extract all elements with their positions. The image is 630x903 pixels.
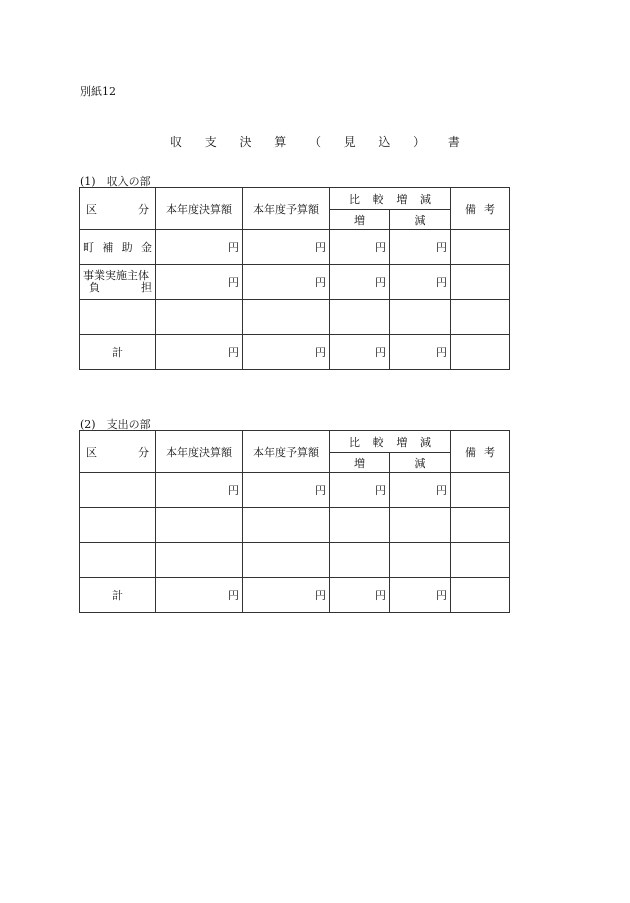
table-row	[80, 508, 510, 543]
title-char: 込	[378, 135, 391, 149]
form-number: 別紙12	[80, 85, 116, 98]
table-row	[80, 300, 510, 335]
increase-amount: 円	[330, 473, 390, 508]
title-char: 支	[204, 135, 217, 149]
remarks-cell	[451, 578, 510, 613]
income-table	[79, 187, 510, 370]
settled-amount: 円	[156, 578, 243, 613]
header-budget: 本年度予算額	[243, 431, 330, 473]
decrease-amount: 円	[390, 265, 451, 300]
header-category: 区 分	[80, 431, 156, 473]
total-label: 計	[80, 578, 156, 613]
header-decrease: 減	[390, 453, 451, 473]
row-category	[80, 473, 156, 508]
increase-amount: 円	[330, 578, 390, 613]
total-row	[80, 578, 510, 613]
title-char: ）	[413, 135, 426, 149]
header-increase: 増	[330, 210, 390, 230]
row-category: 町 補 助 金	[80, 230, 156, 265]
header-budget: 本年度予算額	[243, 188, 330, 230]
budget-amount: 円	[243, 473, 330, 508]
settled-amount: 円	[156, 230, 243, 265]
title-char: 算	[274, 135, 287, 149]
increase-amount: 円	[330, 265, 390, 300]
budget-amount: 円	[243, 335, 330, 370]
header-remarks: 備 考	[451, 431, 510, 473]
header-increase: 増	[330, 453, 390, 473]
expense-section-label: (2) 支出の部	[80, 418, 151, 431]
budget-amount: 円	[243, 578, 330, 613]
increase-amount: 円	[330, 335, 390, 370]
title-char: 決	[239, 135, 252, 149]
budget-amount: 円	[243, 265, 330, 300]
increase-amount: 円	[330, 230, 390, 265]
table-row	[80, 265, 510, 300]
total-row	[80, 335, 510, 370]
remarks-cell	[451, 265, 510, 300]
settled-amount: 円	[156, 335, 243, 370]
settled-amount: 円	[156, 473, 243, 508]
header-settled: 本年度決算額	[156, 431, 243, 473]
table-row	[80, 543, 510, 578]
title-char: （	[308, 135, 321, 149]
total-label: 計	[80, 335, 156, 370]
table-row	[80, 473, 510, 508]
income-section-label: (1) 収入の部	[80, 175, 151, 188]
header-category: 区 分	[80, 188, 156, 230]
settled-amount: 円	[156, 265, 243, 300]
title-char: 見	[343, 135, 356, 149]
budget-amount: 円	[243, 230, 330, 265]
decrease-amount: 円	[390, 335, 451, 370]
header-compare: 比 較 増 減	[330, 431, 451, 453]
decrease-amount: 円	[390, 473, 451, 508]
header-compare: 比 較 増 減	[330, 188, 451, 210]
header-decrease: 減	[390, 210, 451, 230]
decrease-amount: 円	[390, 578, 451, 613]
header-settled: 本年度決算額	[156, 188, 243, 230]
table-row	[80, 230, 510, 265]
remarks-cell	[451, 230, 510, 265]
document-title	[170, 133, 460, 150]
expense-table	[79, 430, 510, 613]
decrease-amount: 円	[390, 230, 451, 265]
title-char: 書	[447, 135, 460, 149]
remarks-cell	[451, 473, 510, 508]
header-remarks: 備 考	[451, 188, 510, 230]
remarks-cell	[451, 335, 510, 370]
title-char: 収	[170, 135, 183, 149]
row-category: 事業実施主体 負 担	[80, 265, 156, 300]
